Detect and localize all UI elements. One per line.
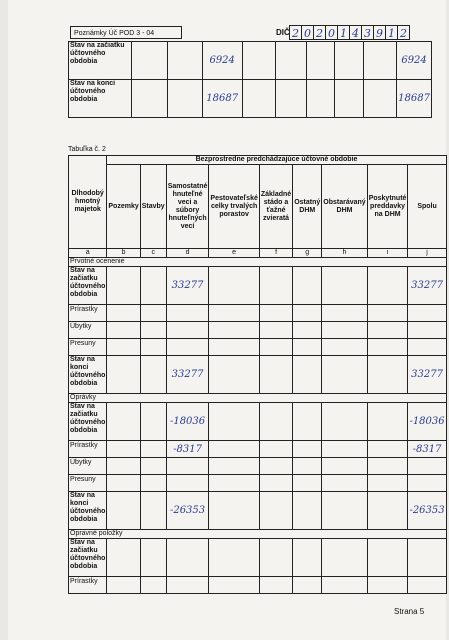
row-label: Stav na začiatku účtovného obdobia — [69, 403, 107, 441]
dic-digit: 0 — [325, 25, 338, 40]
empty-cell — [107, 475, 140, 492]
empty-cell — [293, 458, 322, 475]
empty-cell — [322, 458, 367, 475]
empty-cell — [367, 475, 408, 492]
column-header: Ostatný DHM — [293, 165, 322, 249]
form-code-box: Poznámky Úč POD 3 - 04 — [70, 26, 182, 39]
column-header: Stavby — [140, 165, 166, 249]
cell-value-d: -18036 — [166, 403, 209, 441]
cell-value-d — [166, 475, 209, 492]
table-row — [69, 577, 447, 594]
cell-value-d — [166, 305, 209, 322]
empty-cell — [209, 441, 259, 458]
section-row — [69, 394, 447, 403]
row-label: Presuny — [69, 339, 107, 356]
dic-digit: 9 — [373, 25, 386, 40]
empty-cell — [367, 403, 408, 441]
empty-cell — [307, 42, 334, 80]
table-row — [69, 458, 447, 475]
empty-cell — [322, 539, 367, 577]
empty-cell — [322, 441, 367, 458]
section-title: Opravné položky — [69, 530, 447, 539]
empty-cell — [334, 42, 363, 80]
empty-cell — [209, 403, 259, 441]
empty-cell — [259, 305, 292, 322]
column-header: Poskytnuté preddavky na DHM — [367, 165, 408, 249]
empty-cell — [107, 403, 140, 441]
empty-cell — [275, 42, 306, 80]
empty-cell — [209, 458, 259, 475]
empty-cell — [259, 356, 292, 394]
top-table — [68, 41, 432, 118]
empty-cell — [367, 339, 408, 356]
empty-cell — [293, 539, 322, 577]
column-letter: f — [259, 249, 292, 258]
column-header: Pestovateľské celky trvalých porastov — [209, 165, 259, 249]
empty-cell — [140, 441, 166, 458]
empty-cell — [322, 339, 367, 356]
empty-cell — [293, 441, 322, 458]
empty-cell — [293, 305, 322, 322]
empty-cell — [167, 42, 202, 80]
table-row — [69, 267, 447, 305]
empty-cell — [209, 492, 259, 530]
table-row — [69, 492, 447, 530]
dic-digit: 1 — [337, 25, 350, 40]
table-row — [69, 80, 432, 118]
dic-digit: 2 — [313, 25, 326, 40]
empty-cell — [275, 80, 306, 118]
empty-cell — [107, 577, 140, 594]
cell-value-d: -26353 — [166, 492, 209, 530]
empty-cell — [259, 267, 292, 305]
cell-value-total: 6924 — [397, 42, 432, 80]
empty-cell — [209, 322, 259, 339]
cell-value-total — [408, 539, 446, 577]
empty-cell — [107, 492, 140, 530]
empty-cell — [293, 577, 322, 594]
row-label: Stav na konci účtovného obdobia — [69, 356, 107, 394]
row-label: Prírastky — [69, 441, 107, 458]
column-letter: i — [367, 249, 408, 258]
cell-value-total — [408, 458, 446, 475]
empty-cell — [140, 458, 166, 475]
empty-cell — [259, 403, 292, 441]
cell-value-total: 33277 — [408, 356, 446, 394]
empty-cell — [209, 356, 259, 394]
empty-cell — [209, 305, 259, 322]
column-header: Samostatné hnuteľné veci a súbory hnuteľných vecí — [166, 165, 209, 249]
empty-cell — [259, 492, 292, 530]
empty-cell — [307, 80, 334, 118]
section-title: Prvotné ocenenie — [69, 258, 447, 267]
row-label: Stav na začiatku účtovného obdobia — [69, 539, 107, 577]
empty-cell — [293, 492, 322, 530]
section-row — [69, 530, 447, 539]
empty-cell — [140, 475, 166, 492]
empty-cell — [107, 441, 140, 458]
empty-cell — [209, 267, 259, 305]
cell-value-d — [166, 577, 209, 594]
empty-cell — [167, 80, 202, 118]
cell-value-total: -8317 — [408, 441, 446, 458]
row-label: Stav na začiatku účtovného obdobia — [69, 267, 107, 305]
empty-cell — [132, 80, 167, 118]
page-number: Strana 5 — [394, 607, 425, 616]
table-row — [69, 356, 447, 394]
empty-cell — [140, 305, 166, 322]
cell-value-d — [166, 339, 209, 356]
empty-cell — [322, 305, 367, 322]
empty-cell — [107, 339, 140, 356]
cell-value-d: 6924 — [202, 42, 242, 80]
empty-cell — [293, 356, 322, 394]
column-letter: b — [107, 249, 140, 258]
dic-digit: 1 — [385, 25, 398, 40]
row-label: Úbytky — [69, 322, 107, 339]
table-caption: Tabuľka č. 2 — [68, 146, 106, 153]
dic-digits — [290, 25, 410, 40]
empty-cell — [140, 577, 166, 594]
empty-cell — [140, 339, 166, 356]
dic-digit: 3 — [361, 25, 374, 40]
empty-cell — [259, 322, 292, 339]
column-header: Pozemky — [107, 165, 140, 249]
empty-cell — [367, 356, 408, 394]
empty-cell — [367, 441, 408, 458]
empty-cell — [209, 539, 259, 577]
empty-cell — [259, 577, 292, 594]
empty-cell — [293, 403, 322, 441]
row-label: Presuny — [69, 475, 107, 492]
column-letter: a — [69, 249, 107, 258]
empty-cell — [140, 267, 166, 305]
empty-cell — [322, 322, 367, 339]
empty-cell — [293, 322, 322, 339]
empty-cell — [140, 539, 166, 577]
table-row — [69, 322, 447, 339]
empty-cell — [140, 492, 166, 530]
empty-cell — [107, 267, 140, 305]
section-title: Oprávky — [69, 394, 447, 403]
row-label: Prírastky — [69, 577, 107, 594]
cell-value-total: 33277 — [408, 267, 446, 305]
empty-cell — [209, 475, 259, 492]
dic-label: DIČ — [276, 28, 290, 37]
empty-cell — [242, 80, 275, 118]
empty-cell — [209, 339, 259, 356]
cell-value-total — [408, 305, 446, 322]
empty-cell — [140, 356, 166, 394]
column-header: Spolu — [408, 165, 446, 249]
empty-cell — [107, 322, 140, 339]
row-label: Stav na začiatku účtovného obdobia — [69, 42, 132, 80]
empty-cell — [293, 475, 322, 492]
document-page — [8, 0, 446, 640]
empty-cell — [363, 80, 396, 118]
cell-value-d — [166, 539, 209, 577]
empty-cell — [322, 356, 367, 394]
cell-value-total — [408, 577, 446, 594]
empty-cell — [107, 539, 140, 577]
empty-cell — [363, 42, 396, 80]
column-letter: c — [140, 249, 166, 258]
cell-value-d: 18687 — [202, 80, 242, 118]
empty-cell — [367, 267, 408, 305]
empty-cell — [259, 339, 292, 356]
empty-cell — [367, 458, 408, 475]
empty-cell — [107, 356, 140, 394]
column-letter: j — [408, 249, 446, 258]
column-letter: d — [166, 249, 209, 258]
cell-value-total: 18687 — [397, 80, 432, 118]
empty-cell — [259, 475, 292, 492]
group-header: Bezprostredne predchádzajúce účtovné obdobie — [107, 156, 446, 165]
empty-cell — [107, 458, 140, 475]
empty-cell — [293, 267, 322, 305]
empty-cell — [107, 305, 140, 322]
table-2 — [68, 155, 447, 594]
cell-value-total — [408, 475, 446, 492]
empty-cell — [322, 267, 367, 305]
column-letter: e — [209, 249, 259, 258]
empty-cell — [132, 42, 167, 80]
cell-value-total — [408, 322, 446, 339]
empty-cell — [293, 339, 322, 356]
row-label: Stav na konci účtovného obdobia — [69, 492, 107, 530]
empty-cell — [367, 539, 408, 577]
dic-digit: 2 — [397, 25, 410, 40]
dic-digit: 4 — [349, 25, 362, 40]
table-row — [69, 539, 447, 577]
cell-value-total: -26353 — [408, 492, 446, 530]
empty-cell — [140, 403, 166, 441]
empty-cell — [322, 475, 367, 492]
row-label: Úbytky — [69, 458, 107, 475]
empty-cell — [367, 577, 408, 594]
empty-cell — [322, 492, 367, 530]
empty-cell — [322, 403, 367, 441]
table-row — [69, 305, 447, 322]
first-column-header: Dlhodobý hmotný majetok — [69, 156, 107, 249]
cell-value-d: -8317 — [166, 441, 209, 458]
cell-value-total — [408, 339, 446, 356]
table-row — [69, 42, 432, 80]
row-label: Stav na konci účtovného obdobia — [69, 80, 132, 118]
dic-digit: 0 — [301, 25, 314, 40]
empty-cell — [259, 458, 292, 475]
table-row — [69, 339, 447, 356]
empty-cell — [140, 322, 166, 339]
empty-cell — [242, 42, 275, 80]
empty-cell — [367, 305, 408, 322]
table-row — [69, 441, 447, 458]
empty-cell — [259, 539, 292, 577]
empty-cell — [367, 322, 408, 339]
column-header: Základné stádo a ťažné zvieratá — [259, 165, 292, 249]
column-letter: g — [293, 249, 322, 258]
cell-value-d: 33277 — [166, 267, 209, 305]
column-header: Obstarávaný DHM — [322, 165, 367, 249]
cell-value-d: 33277 — [166, 356, 209, 394]
cell-value-d — [166, 322, 209, 339]
empty-cell — [259, 441, 292, 458]
dic-digit: 2 — [289, 25, 302, 40]
cell-value-total: -18036 — [408, 403, 446, 441]
table-row — [69, 475, 447, 492]
section-row — [69, 258, 447, 267]
empty-cell — [367, 492, 408, 530]
row-label: Prírastky — [69, 305, 107, 322]
empty-cell — [334, 80, 363, 118]
table-row — [69, 403, 447, 441]
cell-value-d — [166, 458, 209, 475]
empty-cell — [209, 577, 259, 594]
column-letter: h — [322, 249, 367, 258]
empty-cell — [322, 577, 367, 594]
